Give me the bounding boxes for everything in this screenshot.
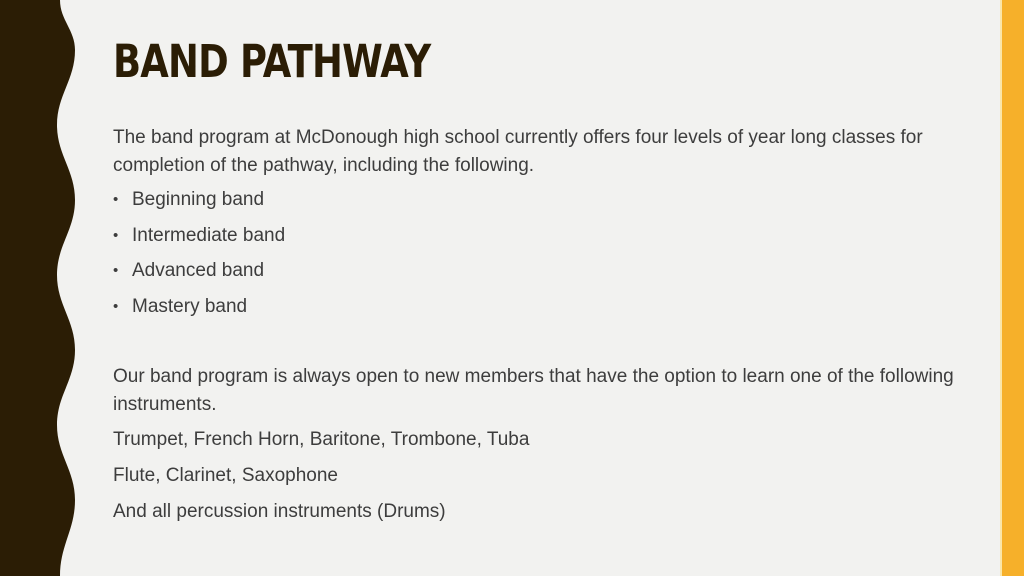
instruments-paragraph: Our band program is always open to new members that have the option to learn one of the following instruments. bbox=[113, 365, 954, 415]
bullet-icon: • bbox=[113, 262, 119, 279]
slide-title: BAND PATHWAY bbox=[113, 35, 431, 88]
instrument-line: Trumpet, French Horn, Baritone, Trombone, Tuba bbox=[113, 428, 530, 450]
accent-strip bbox=[1000, 0, 1024, 576]
bullet-icon: • bbox=[113, 226, 119, 244]
slide-body bbox=[113, 124, 963, 527]
bullet-icon: • bbox=[113, 297, 119, 315]
bullet-icon: • bbox=[113, 191, 119, 208]
level-label: Mastery band bbox=[132, 295, 248, 317]
intro-paragraph: The band program at McDonough high school currently offers four levels of year long classes for completion of the pathway, including the following. bbox=[113, 127, 923, 176]
list-item bbox=[113, 293, 963, 321]
instrument-line: And all percussion instruments (Drums) bbox=[113, 500, 446, 522]
wave-border-decoration bbox=[0, 0, 80, 576]
level-label: Beginning band bbox=[132, 189, 265, 210]
list-item bbox=[113, 257, 963, 285]
list-item bbox=[113, 186, 963, 214]
band-levels-list bbox=[113, 186, 963, 321]
level-label: Advanced band bbox=[132, 260, 265, 281]
instrument-line: Flute, Clarinet, Saxophone bbox=[113, 464, 338, 486]
list-item bbox=[113, 222, 963, 250]
level-label: Intermediate band bbox=[132, 224, 286, 246]
